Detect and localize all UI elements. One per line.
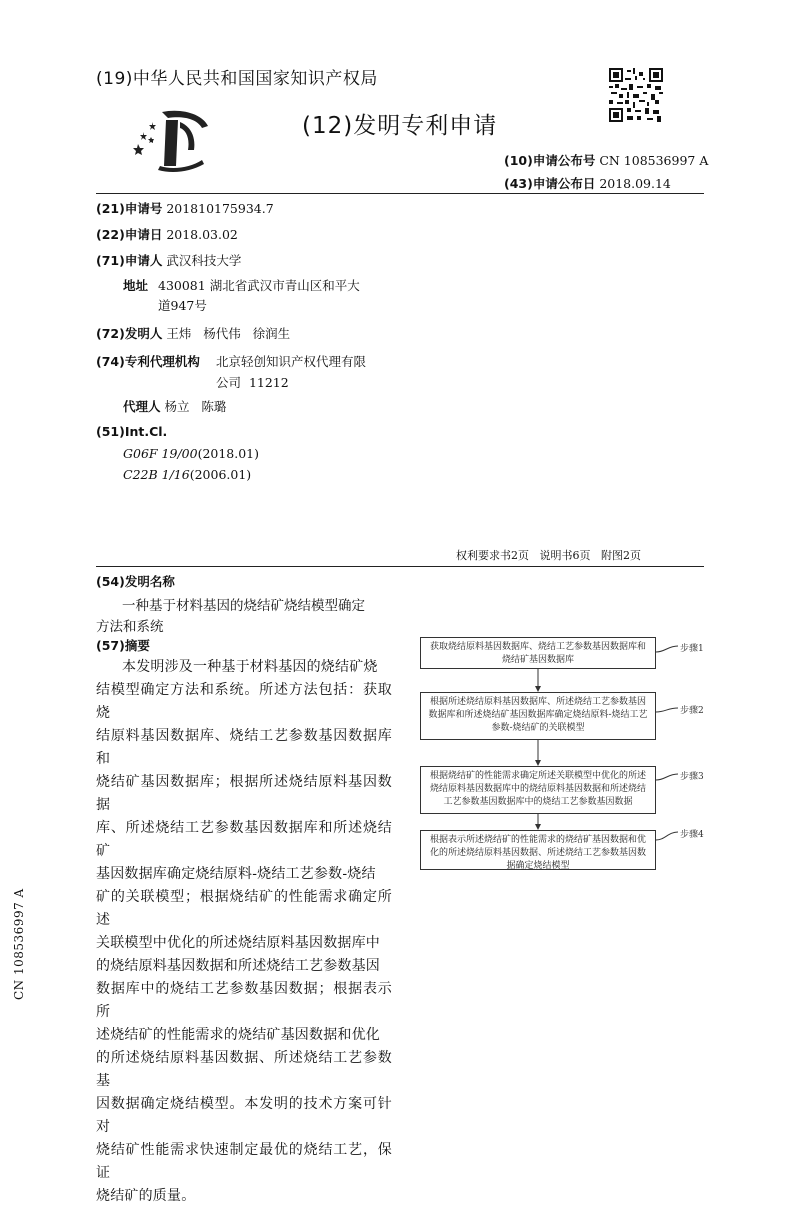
abstract-line: 因数据确定烧结模型。本发明的技术方案可针对	[96, 1096, 392, 1135]
publication-date-label: (43)申请公布日	[504, 176, 596, 191]
ipc-entry-2	[123, 467, 251, 482]
publication-date-value: 2018.09.14	[599, 176, 671, 191]
address-line-2: 道947号	[158, 298, 207, 313]
title-line-1: 一种基于材料基因的烧结矿烧结模型确定	[122, 598, 365, 614]
flow-step-2-box: 根据所述烧结原料基因数据库、所述烧结工艺参数基因数据库和所述烧结矿基因数据库确定烧结原料-烧结工艺参数-烧结矿的关联模型	[420, 692, 656, 740]
flow-step-1-box: 获取烧结原料基因数据库、烧结工艺参数基因数据库和烧结矿基因数据库	[420, 637, 656, 669]
title-label: (54)发明名称	[96, 574, 175, 589]
publication-number-label: (10)申请公布号	[504, 153, 596, 168]
flow-step-4-label: 步骤4	[680, 830, 704, 840]
abstract-line: 结模型确定方法和系统。所述方法包括：获取烧	[96, 682, 392, 721]
publication-date	[504, 174, 671, 192]
flow-step-3-box: 根据烧结矿的性能需求确定所述关联模型中优化的所述烧结原料基因数据库中的烧结原料基因数据和所述烧结工艺参数基因数据库中的烧结工艺参数基因数据	[420, 766, 656, 814]
side-publication-number: CN 108536997 A	[12, 888, 26, 1000]
patent-office-name: (19)中华人民共和国国家知识产权局	[96, 69, 378, 89]
application-date-value: 2018.03.02	[166, 227, 238, 242]
abstract-line: 基因数据库确定烧结原料-烧结工艺参数-烧结	[96, 866, 376, 882]
address-line-1: 430081 湖北省武汉市青山区和平大	[158, 278, 360, 293]
abstract-line: 矿的关联模型；根据烧结矿的性能需求确定所述	[96, 889, 392, 928]
applicant-value: 武汉科技大学	[166, 253, 242, 268]
qr-code	[609, 68, 663, 122]
ipc-label: (51)Int.Cl.	[96, 424, 168, 439]
publication-number-value: CN 108536997 A	[599, 153, 709, 168]
address-label: 地址	[123, 278, 149, 293]
agent	[123, 397, 226, 415]
abstract-line: 烧结矿的质量。	[96, 1188, 196, 1204]
agent-label: 代理人	[123, 399, 161, 414]
title-line-2: 方法和系统	[96, 619, 164, 635]
abstract-line: 烧结矿性能需求快速制定最优的烧结工艺，保证	[96, 1142, 392, 1181]
application-number-value: 201810175934.7	[166, 201, 274, 216]
inventors	[96, 324, 290, 342]
ipc-date-1: (2018.01)	[197, 446, 260, 461]
application-number-label: (21)申请号	[96, 201, 163, 216]
agency-line-2: 公司 11212	[216, 375, 289, 390]
abstract-line: 库、所述烧结工艺参数基因数据库和所述烧结矿	[96, 820, 392, 859]
agency-label: (74)专利代理机构	[96, 354, 200, 369]
document-type: (12)发明专利申请	[302, 113, 498, 139]
agent-value: 杨立 陈璐	[164, 399, 227, 414]
abstract-line: 数据库中的烧结工艺参数基因数据；根据表示所	[96, 981, 392, 1020]
abstract-label: (57)摘要	[96, 638, 150, 653]
applicant	[96, 251, 241, 269]
abstract-body	[96, 656, 392, 1208]
abstract-line: 的烧结原料基因数据和所述烧结工艺参数基因	[96, 958, 380, 974]
abstract-line: 的所述烧结原料基因数据、所述烧结工艺参数基	[96, 1050, 392, 1089]
pages-info: 权利要求书2页 说明书6页 附图2页	[456, 549, 641, 562]
application-date-label: (22)申请日	[96, 227, 163, 242]
publication-number	[504, 151, 708, 169]
flow-step-3-label: 步骤3	[680, 772, 704, 782]
application-date	[96, 225, 238, 243]
applicant-label: (71)申请人	[96, 253, 163, 268]
inventors-value: 王炜 杨代伟 徐润生	[166, 326, 291, 341]
header-divider	[96, 193, 704, 194]
flow-step-1-label: 步骤1	[680, 644, 704, 654]
flow-step-2-label: 步骤2	[680, 706, 704, 716]
flow-step-4-box: 根据表示所述烧结矿的性能需求的烧结矿基因数据和优化的所述烧结原料基因数据、所述烧结工艺参数基因数据确定烧结模型	[420, 830, 656, 870]
abstract-line: 结原料基因数据库、烧结工艺参数基因数据库和	[96, 728, 392, 767]
ipc-date-2: (2006.01)	[189, 467, 252, 482]
body-divider	[96, 566, 704, 567]
application-number	[96, 199, 274, 217]
inventors-label: (72)发明人	[96, 326, 163, 341]
ipc-code-2: C22B 1/16	[123, 467, 190, 482]
flow-connectors	[400, 630, 730, 880]
agency-line-1: 北京轻创知识产权代理有限	[216, 354, 367, 369]
abstract-line: 烧结矿基因数据库；根据所述烧结原料基因数据	[96, 774, 392, 813]
ipc-code-1: G06F 19/00	[123, 446, 198, 461]
abstract-line: 本发明涉及一种基于材料基因的烧结矿烧	[122, 659, 378, 675]
abstract-line: 关联模型中优化的所述烧结原料基因数据库中	[96, 935, 380, 951]
abstract-line: 述烧结矿的性能需求的烧结矿基因数据和优化	[96, 1027, 380, 1043]
cnipa-logo	[132, 106, 210, 172]
ipc-entry-1	[123, 446, 259, 461]
